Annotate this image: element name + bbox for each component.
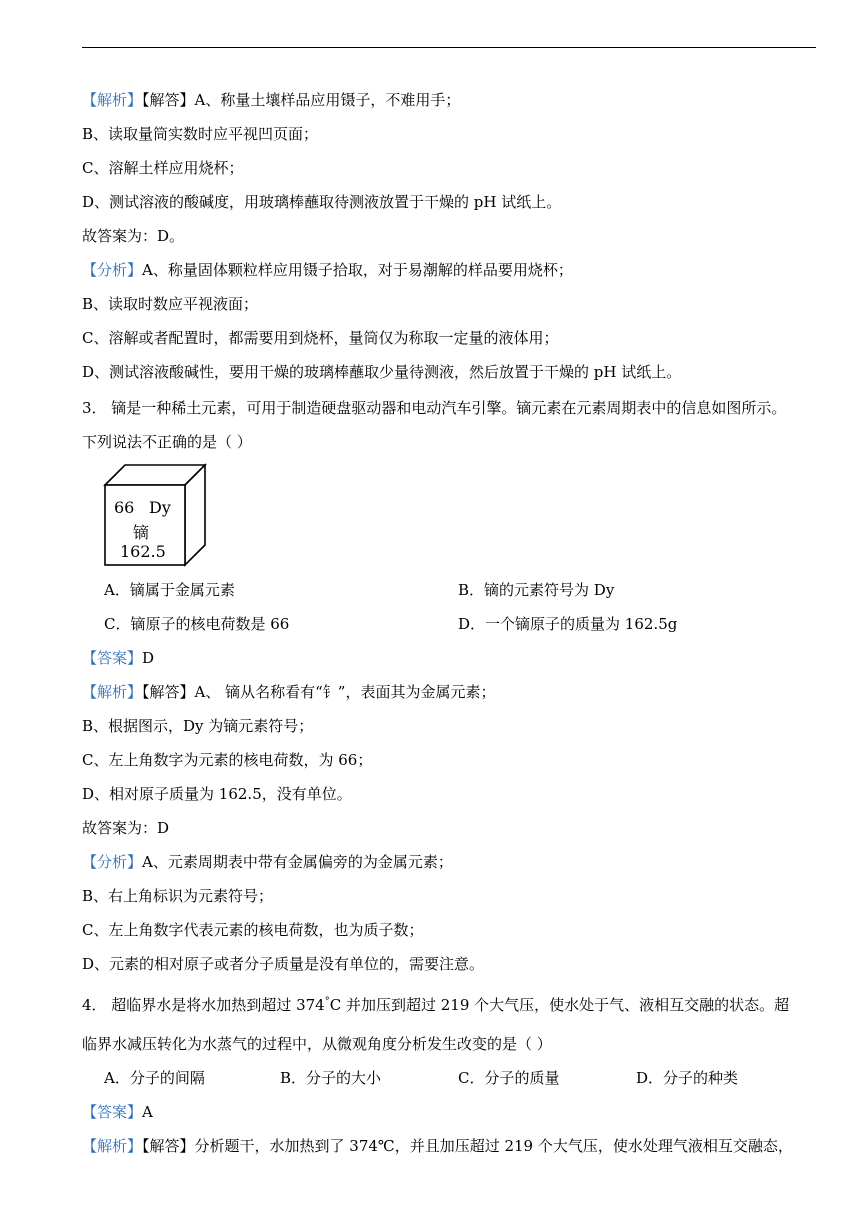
fenxi-line: B、读取时数应平视液面； bbox=[82, 295, 259, 313]
fenxi-line: C、溶解或者配置时，都需要用到烧杯，量筒仅为称取一定量的液体用； bbox=[82, 329, 559, 347]
section-tag: 【解析】 bbox=[82, 1137, 143, 1155]
option-b: B．镝的元素符号为 Dy bbox=[458, 581, 615, 599]
question-3-stem: 下列说法不正确的是（ ） bbox=[82, 433, 252, 451]
option-b: B．分子的大小 bbox=[280, 1069, 382, 1087]
answer-line: 【答案】A bbox=[82, 1103, 153, 1121]
fenxi-line: C、左上角数字代表元素的核电荷数，也为质子数； bbox=[82, 921, 424, 939]
fenxi-line: 【分析】A、称量固体颗粒样应用镊子拾取，对于易潮解的样品要用烧杯； bbox=[82, 261, 573, 279]
section-tag: 【解析】 bbox=[82, 683, 143, 701]
header-rule bbox=[82, 47, 816, 48]
analysis-line: 【解析】【解答】A、称量土壤样品应用镊子，不难用手； bbox=[82, 91, 461, 109]
option-a: A．镝属于金属元素 bbox=[104, 581, 235, 599]
section-tag: 【答案】 bbox=[82, 1103, 143, 1121]
fenxi-line: 【分析】A、元素周期表中带有金属偏旁的为金属元素； bbox=[82, 853, 453, 871]
analysis-line: D、相对原子质量为 162.5，没有单位。 bbox=[82, 785, 352, 803]
analysis-line: B、读取量筒实数时应平视凹页面； bbox=[82, 125, 319, 143]
fenxi-line: D、测试溶液酸碱性，要用干燥的玻璃棒蘸取少量待测液，然后放置于干燥的 pH 试纸上。 bbox=[82, 363, 682, 381]
fenxi-line: B、右上角标识为元素符号； bbox=[82, 887, 274, 905]
section-tag: 【分析】 bbox=[82, 261, 143, 279]
question-3-stem: 3． 镝是一种稀土元素，可用于制造硬盘驱动器和电动汽车引擎。镝元素在元素周期表中的信息如图所示。 bbox=[82, 399, 787, 417]
analysis-line: C、左上角数字为元素的核电荷数，为 66； bbox=[82, 751, 373, 769]
option-a: A．分子的间隔 bbox=[104, 1069, 205, 1087]
analysis-line: 【解析】【解答】分析题干，水加热到了 374℃，并且加压超过 219 个大气压，使水处理气液相互交融态， bbox=[82, 1137, 793, 1155]
element-symbol: Dy bbox=[149, 498, 171, 517]
question-4-stem: 临界水减压转化为水蒸气的过程中，从微观角度分析发生改变的是（ ） bbox=[82, 1035, 552, 1053]
analysis-line: D、测试溶液的酸碱度，用玻璃棒蘸取待测液放置于干燥的 pH 试纸上。 bbox=[82, 193, 562, 211]
element-name: 镝 bbox=[133, 523, 150, 542]
answer-summary: 故答案为：D bbox=[82, 819, 170, 837]
atomic-mass: 162.5 bbox=[120, 542, 166, 561]
analysis-line: C、溶解土样应用烧杯； bbox=[82, 159, 244, 177]
option-d: D．一个镝原子的质量为 162.5g bbox=[458, 615, 678, 633]
question-4-stem: 4． 超临界水是将水加热到超过 374°C 并加压到超过 219 个大气压，使水处于气、液相互交融的状态。超 bbox=[82, 996, 790, 1014]
atomic-number: 66 bbox=[114, 498, 135, 517]
element-cube-diagram bbox=[103, 463, 208, 568]
fenxi-line: D、元素的相对原子或者分子质量是没有单位的，需要注意。 bbox=[82, 955, 485, 973]
option-c: C．镝原子的核电荷数是 66 bbox=[104, 615, 290, 633]
answer-summary: 故答案为：D。 bbox=[82, 227, 185, 245]
answer-line: 【答案】D bbox=[82, 649, 155, 667]
section-tag: 【答案】 bbox=[82, 649, 143, 667]
option-d: D．分子的种类 bbox=[636, 1069, 739, 1087]
option-c: C．分子的质量 bbox=[458, 1069, 560, 1087]
section-tag: 【分析】 bbox=[82, 853, 143, 871]
section-tag: 【解析】 bbox=[82, 91, 143, 109]
analysis-line: 【解析】【解答】A、 镝从名称看有“钅”，表面其为金属元素； bbox=[82, 683, 496, 701]
analysis-line: B、根据图示，Dy 为镝元素符号； bbox=[82, 717, 314, 735]
